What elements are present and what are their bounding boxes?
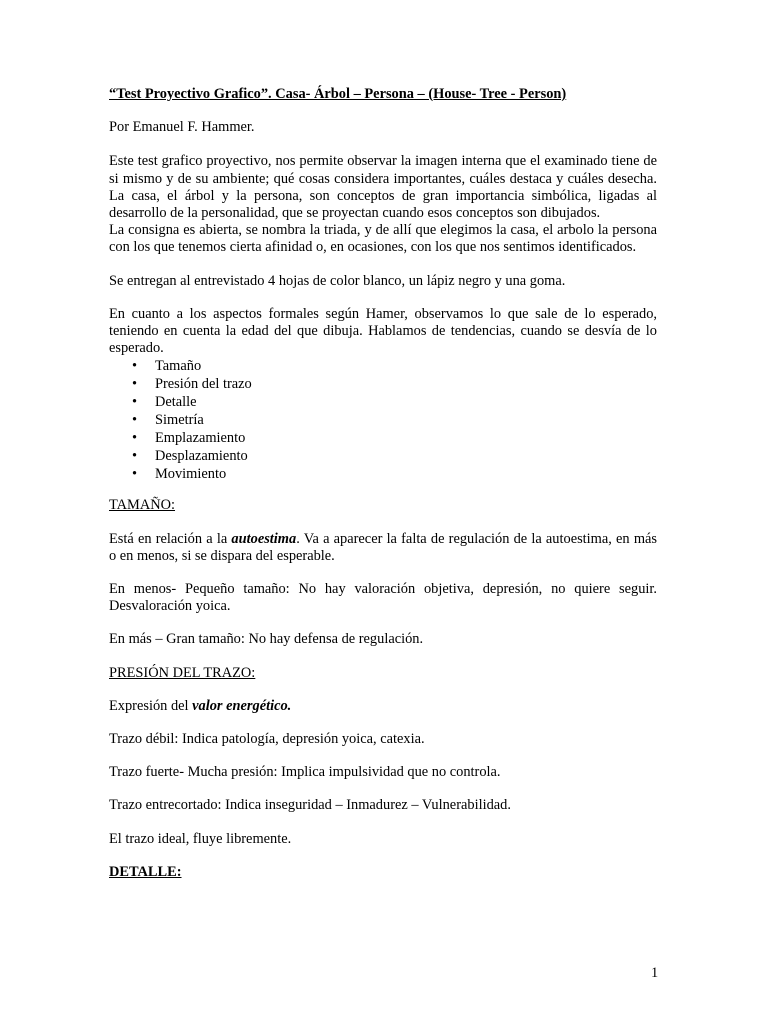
presion-paragraph-5: El trazo ideal, fluye libremente.: [109, 830, 292, 847]
text-span: . Va a aparecer la falta de regulación de la autoestima, en más o en menos, si se dispara del esperable.: [109, 530, 657, 564]
list-item: • Tamaño: [109, 357, 657, 375]
list-item: • Presión del trazo: [109, 375, 657, 393]
author-line: Por Emanuel F. Hammer.: [109, 119, 255, 136]
text-span: Expresión del: [109, 697, 193, 714]
list-item: • Detalle: [109, 393, 657, 411]
consigna-paragraph: La consigna es abierta, se nombra la triada, y de allí que elegimos la casa, el arbolo la persona con los que tenemos cierta afinidad o, en ocasiones, con los que nos sentimos identificados.: [109, 222, 657, 256]
tamano-paragraph-1: [109, 531, 657, 565]
materials-paragraph: Se entregan al entrevistado 4 hojas de color blanco, un lápiz negro y una goma.: [109, 272, 566, 289]
document-title: “Test Proyectivo Grafico”. Casa- Árbol – Persona – (House- Tree - Person): [109, 86, 567, 102]
intro-paragraph: Este test grafico proyectivo, nos permite observar la imagen interna que el examinado tiene de si mismo y de su ambiente; qué cosas considera importantes, cuáles destaca y cuáles desecha. La casa, el árbol y la persona, son conceptos de gran importancia simbólica, ligadas al desarrollo de la personalidad, que se proyectan cuando esos conceptos son dibujados.: [109, 153, 657, 222]
emphasis-valor-energetico: valor energético.: [192, 697, 292, 714]
document-body: [109, 86, 657, 881]
aspects-list: [109, 357, 657, 483]
emphasis-autoestima: autoestima: [231, 530, 297, 547]
list-item: • Desplazamiento: [109, 447, 657, 465]
list-item: • Simetría: [109, 411, 657, 429]
tamano-paragraph-3: En más – Gran tamaño: No hay defensa de regulación.: [109, 631, 424, 648]
section-heading-presion: PRESIÓN DEL TRAZO:: [109, 664, 256, 681]
formal-aspects-paragraph: En cuanto a los aspectos formales según Hamer, observamos lo que sale de lo esperado, teniendo en cuenta la edad del que dibuja. Hablamos de tendencias, cuando se desvía de lo esperado.: [109, 305, 657, 357]
presion-paragraph-1: [109, 698, 657, 715]
section-heading-detalle: DETALLE:: [109, 863, 182, 880]
presion-paragraph-4: Trazo entrecortado: Indica inseguridad – Inmadurez – Vulnerabilidad.: [109, 797, 511, 814]
list-item: • Emplazamiento: [109, 429, 657, 447]
page-number: 1: [651, 965, 659, 981]
list-item: • Movimiento: [109, 465, 657, 483]
text-span: Está en relación a la: [109, 530, 232, 547]
presion-paragraph-2: Trazo débil: Indica patología, depresión yoica, catexia.: [109, 731, 425, 748]
section-heading-tamano: TAMAÑO:: [109, 497, 176, 514]
tamano-paragraph-2: En menos- Pequeño tamaño: No hay valoración objetiva, depresión, no quiere seguir. Desvaloración yoica.: [109, 581, 657, 615]
presion-paragraph-3: Trazo fuerte- Mucha presión: Implica impulsividad que no controla.: [109, 764, 501, 781]
